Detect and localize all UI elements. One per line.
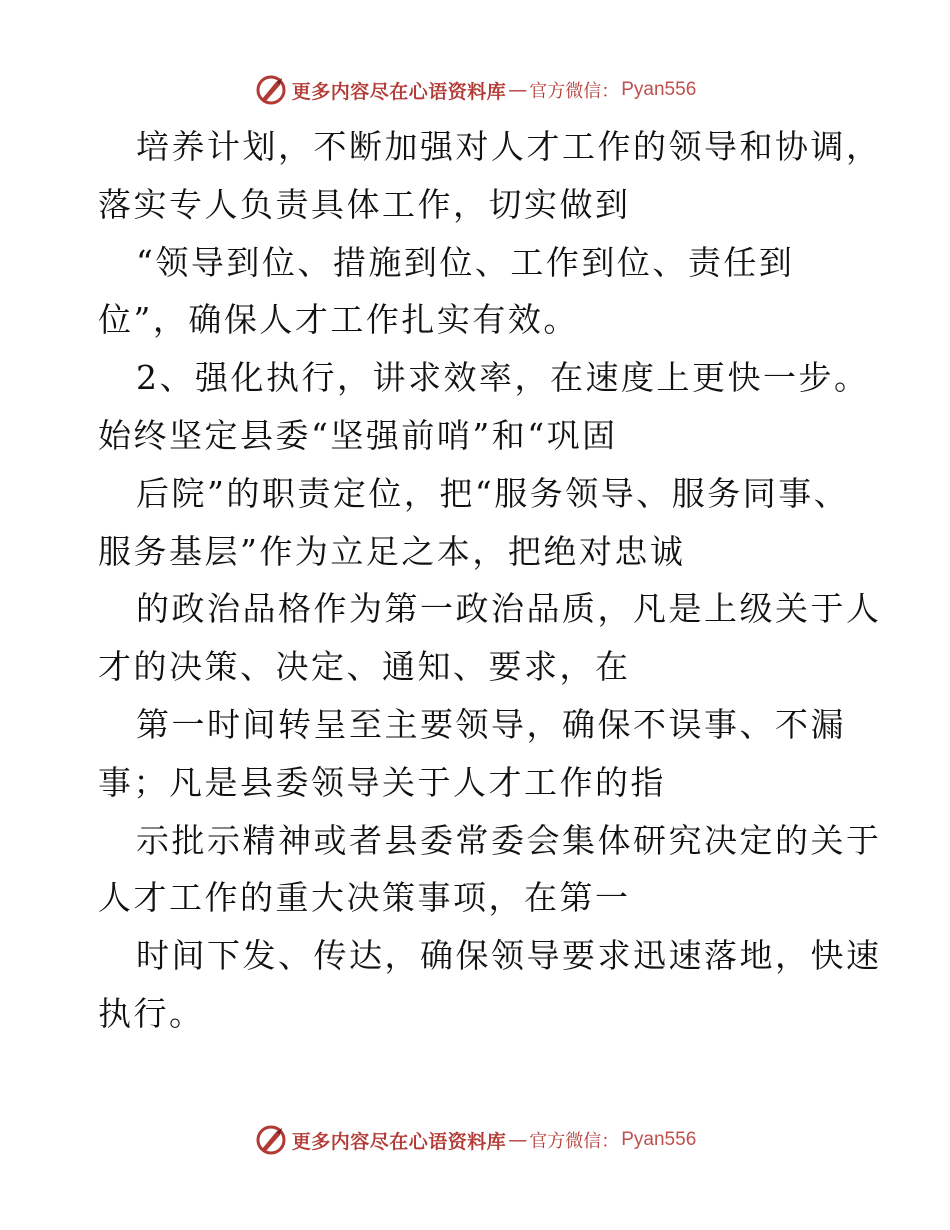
footer-wechat-label: 官方微信： bbox=[529, 1131, 620, 1152]
body-line: 后院”的职责定位，把“服务领导、服务同事、 bbox=[136, 473, 850, 513]
footer-banner bbox=[0, 1120, 950, 1160]
body-line: 示批示精神或者县委常委会集体研究决定的关于 bbox=[136, 820, 882, 860]
footer-banner-text: 更多内容尽在心语资料库 bbox=[291, 1130, 507, 1153]
body-line: 服务基层”作为立足之本，把绝对忠诚 bbox=[98, 531, 686, 571]
body-line: 的政治品格作为第一政治品质，凡是上级关于人 bbox=[136, 589, 882, 629]
footer-wechat-id: Pyan556 bbox=[621, 1129, 697, 1150]
feather-pen-logo-icon bbox=[254, 73, 288, 107]
header-wechat-label: 官方微信： bbox=[529, 81, 620, 102]
body-line: “领导到位、措施到位、工作到位、责任到 bbox=[136, 242, 795, 282]
header-separator: — bbox=[508, 79, 528, 101]
footer-separator: — bbox=[508, 1129, 528, 1151]
body-line: 位”，确保人才工作扎实有效。 bbox=[98, 300, 579, 340]
body-line: 人才工作的重大决策事项，在第一 bbox=[98, 878, 631, 918]
header-wechat-id: Pyan556 bbox=[621, 79, 697, 100]
document-body bbox=[98, 118, 882, 1043]
body-line: 落实专人负责具体工作，切实做到 bbox=[98, 184, 631, 224]
body-line: 2、强化执行，讲求效率，在速度上更快一步。 bbox=[136, 358, 870, 398]
header-banner bbox=[0, 70, 950, 110]
body-line: 培养计划，不断加强对人才工作的领导和协调， bbox=[136, 127, 882, 166]
body-line: 执行。 bbox=[98, 993, 205, 1033]
body-line: 始终坚定县委“坚强前哨”和“巩固 bbox=[98, 415, 618, 455]
header-banner-text: 更多内容尽在心语资料库 bbox=[291, 80, 507, 103]
feather-pen-logo-icon bbox=[254, 1123, 288, 1157]
body-line: 时间下发、传达，确保领导要求迅速落地，快速 bbox=[136, 936, 882, 976]
body-line: 事；凡是县委领导关于人才工作的指 bbox=[98, 762, 666, 802]
body-line: 第一时间转呈至主要领导，确保不误事、不漏 bbox=[136, 704, 846, 744]
body-line: 才的决策、决定、通知、要求，在 bbox=[98, 647, 631, 687]
